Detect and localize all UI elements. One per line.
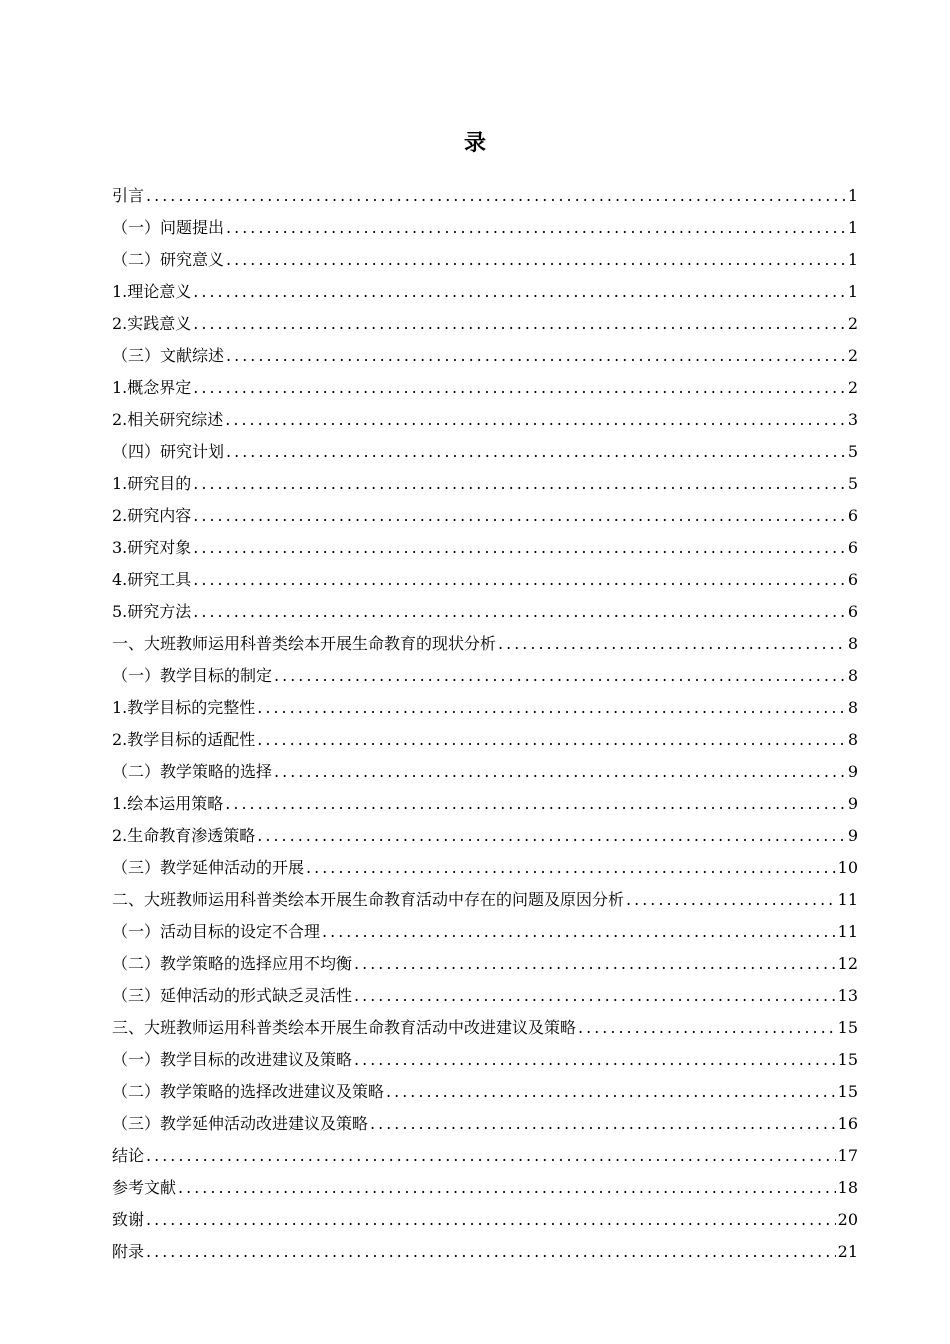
toc-entry-page-number: 2 <box>847 378 858 397</box>
toc-entry-text: 附录 <box>112 1242 145 1261</box>
toc-entry[interactable] <box>112 404 858 436</box>
toc-leader-dots <box>274 756 846 788</box>
toc-entry-page-number: 6 <box>847 570 858 589</box>
toc-entry[interactable] <box>112 244 858 276</box>
toc-entry-page-number: 5 <box>847 442 858 461</box>
toc-leader-dots <box>193 308 846 340</box>
toc-entry-page-number: 11 <box>837 922 858 941</box>
toc-entry-page-number: 3 <box>847 410 858 429</box>
toc-entry-page-number: 9 <box>847 762 858 781</box>
toc-entry-page-number: 15 <box>837 1050 858 1069</box>
toc-entry-text: （一）问题提出 <box>112 218 225 237</box>
toc-entry-page-number: 20 <box>837 1210 858 1229</box>
toc-entry-page-number: 15 <box>837 1018 858 1037</box>
toc-entry-text: 致谢 <box>112 1210 145 1229</box>
toc-entry-page-number: 12 <box>837 954 858 973</box>
toc-entry-text: 2.实践意义 <box>112 314 192 333</box>
toc-entry-page-number: 9 <box>847 826 858 845</box>
toc-entry-text: 2.研究内容 <box>112 506 192 525</box>
toc-entry-text: （四）研究计划 <box>112 442 225 461</box>
toc-entry-text: （一）活动目标的设定不合理 <box>112 922 321 941</box>
toc-entry[interactable] <box>112 436 858 468</box>
toc-entry-page-number: 9 <box>847 794 858 813</box>
toc-entry-text: （三）延伸活动的形式缺乏灵活性 <box>112 986 353 1005</box>
toc-entry-text: 三、大班教师运用科普类绘本开展生命教育活动中改进建议及策略 <box>112 1018 577 1037</box>
toc-leader-dots <box>146 1140 836 1172</box>
toc-entry[interactable] <box>112 660 858 692</box>
toc-leader-dots <box>193 276 846 308</box>
toc-entry-page-number: 11 <box>837 890 858 909</box>
toc-entry-text: （一）教学目标的改进建议及策略 <box>112 1050 353 1069</box>
toc-entry-text: 1.研究目的 <box>112 474 192 493</box>
toc-leader-dots <box>225 404 846 436</box>
toc-entry-text: （三）教学延伸活动改进建议及策略 <box>112 1114 369 1133</box>
table-of-contents <box>112 180 858 1268</box>
toc-entry-page-number: 1 <box>847 250 858 269</box>
toc-leader-dots <box>354 980 836 1012</box>
toc-leader-dots <box>370 1108 836 1140</box>
toc-leader-dots <box>226 340 846 372</box>
toc-entry-text: 参考文献 <box>112 1178 177 1197</box>
toc-entry[interactable] <box>112 916 858 948</box>
toc-leader-dots <box>193 500 846 532</box>
toc-entry-page-number: 1 <box>847 186 858 205</box>
toc-leader-dots <box>498 628 846 660</box>
toc-entry[interactable] <box>112 724 858 756</box>
toc-entry-page-number: 16 <box>837 1114 858 1133</box>
toc-leader-dots <box>146 180 846 212</box>
toc-leader-dots <box>193 532 846 564</box>
toc-entry-page-number: 8 <box>847 698 858 717</box>
toc-entry[interactable] <box>112 1076 858 1108</box>
toc-entry[interactable] <box>112 1204 858 1236</box>
toc-entry[interactable] <box>112 532 858 564</box>
toc-entry[interactable] <box>112 1012 858 1044</box>
toc-entry[interactable] <box>112 820 858 852</box>
toc-entry[interactable] <box>112 1108 858 1140</box>
toc-entry-page-number: 17 <box>837 1146 858 1165</box>
toc-entry-text: 结论 <box>112 1146 145 1165</box>
toc-leader-dots <box>626 884 836 916</box>
toc-entry[interactable] <box>112 212 858 244</box>
toc-entry[interactable] <box>112 980 858 1012</box>
toc-entry-text: 1.绘本运用策略 <box>112 794 224 813</box>
toc-leader-dots <box>226 244 846 276</box>
toc-entry-page-number: 8 <box>847 666 858 685</box>
toc-entry-text: 5.研究方法 <box>112 602 192 621</box>
toc-leader-dots <box>226 436 846 468</box>
toc-entry-text: 2.相关研究综述 <box>112 410 224 429</box>
toc-leader-dots <box>226 212 846 244</box>
toc-entry[interactable] <box>112 1044 858 1076</box>
toc-entry-page-number: 6 <box>847 602 858 621</box>
toc-entry[interactable] <box>112 340 858 372</box>
toc-entry-text: 1.概念界定 <box>112 378 192 397</box>
toc-leader-dots <box>193 564 846 596</box>
toc-entry[interactable] <box>112 756 858 788</box>
toc-entry-text: 2.生命教育渗透策略 <box>112 826 256 845</box>
toc-entry-text: （三）教学延伸活动的开展 <box>112 858 305 877</box>
toc-entry-page-number: 15 <box>837 1082 858 1101</box>
toc-leader-dots <box>578 1012 836 1044</box>
toc-entry[interactable] <box>112 692 858 724</box>
toc-entry-page-number: 5 <box>847 474 858 493</box>
toc-leader-dots <box>146 1204 836 1236</box>
toc-entry[interactable] <box>112 468 858 500</box>
toc-entry-text: （一）教学目标的制定 <box>112 666 273 685</box>
toc-entry[interactable] <box>112 948 858 980</box>
toc-entry[interactable] <box>112 500 858 532</box>
toc-leader-dots <box>257 692 846 724</box>
toc-entry-page-number: 21 <box>837 1242 858 1261</box>
toc-leader-dots <box>146 1236 836 1268</box>
toc-entry-text: 引言 <box>112 186 145 205</box>
page-title: 录 <box>463 131 486 156</box>
toc-leader-dots <box>306 852 836 884</box>
toc-entry-text: （三）文献综述 <box>112 346 225 365</box>
toc-leader-dots <box>193 468 846 500</box>
toc-entry[interactable] <box>112 372 858 404</box>
toc-entry[interactable] <box>112 628 858 660</box>
toc-entry-page-number: 8 <box>847 730 858 749</box>
toc-leader-dots <box>354 1044 836 1076</box>
toc-leader-dots <box>386 1076 836 1108</box>
toc-leader-dots <box>178 1172 836 1204</box>
toc-entry[interactable] <box>112 788 858 820</box>
toc-entry[interactable] <box>112 276 858 308</box>
toc-entry-text: （二）教学策略的选择改进建议及策略 <box>112 1082 385 1101</box>
toc-leader-dots <box>225 788 846 820</box>
toc-entry-text: 二、大班教师运用科普类绘本开展生命教育活动中存在的问题及原因分析 <box>112 890 625 909</box>
toc-entry-text: （二）教学策略的选择应用不均衡 <box>112 954 353 973</box>
toc-leader-dots <box>257 724 846 756</box>
toc-leader-dots <box>354 948 836 980</box>
toc-entry[interactable] <box>112 180 858 212</box>
toc-entry-page-number: 2 <box>847 314 858 333</box>
toc-entry-page-number: 2 <box>847 346 858 365</box>
toc-entry-text: （二）研究意义 <box>112 250 225 269</box>
toc-entry-text: 一、大班教师运用科普类绘本开展生命教育的现状分析 <box>112 634 497 653</box>
toc-entry-page-number: 10 <box>837 858 858 877</box>
toc-entry-text: 2.教学目标的适配性 <box>112 730 256 749</box>
toc-entry-page-number: 6 <box>847 538 858 557</box>
toc-entry-page-number: 1 <box>847 218 858 237</box>
toc-entry-text: 3.研究对象 <box>112 538 192 557</box>
toc-entry-text: 1.教学目标的完整性 <box>112 698 256 717</box>
toc-entry-page-number: 13 <box>837 986 858 1005</box>
toc-entry[interactable] <box>112 564 858 596</box>
toc-entry-page-number: 8 <box>847 634 858 653</box>
toc-leader-dots <box>257 820 846 852</box>
toc-entry[interactable] <box>112 1140 858 1172</box>
toc-entry[interactable] <box>112 308 858 340</box>
toc-entry-page-number: 1 <box>847 282 858 301</box>
toc-entry[interactable] <box>112 1172 858 1204</box>
toc-entry-page-number: 6 <box>847 506 858 525</box>
toc-leader-dots <box>193 596 846 628</box>
toc-entry[interactable] <box>112 596 858 628</box>
toc-entry[interactable] <box>112 852 858 884</box>
toc-leader-dots <box>274 660 846 692</box>
toc-entry-text: （二）教学策略的选择 <box>112 762 273 781</box>
toc-entry[interactable] <box>112 1236 858 1268</box>
toc-leader-dots <box>322 916 836 948</box>
toc-entry[interactable] <box>112 884 858 916</box>
toc-entry-text: 4.研究工具 <box>112 570 192 589</box>
toc-entry-text: 1.理论意义 <box>112 282 192 301</box>
toc-leader-dots <box>193 372 846 404</box>
toc-entry-page-number: 18 <box>837 1178 858 1197</box>
